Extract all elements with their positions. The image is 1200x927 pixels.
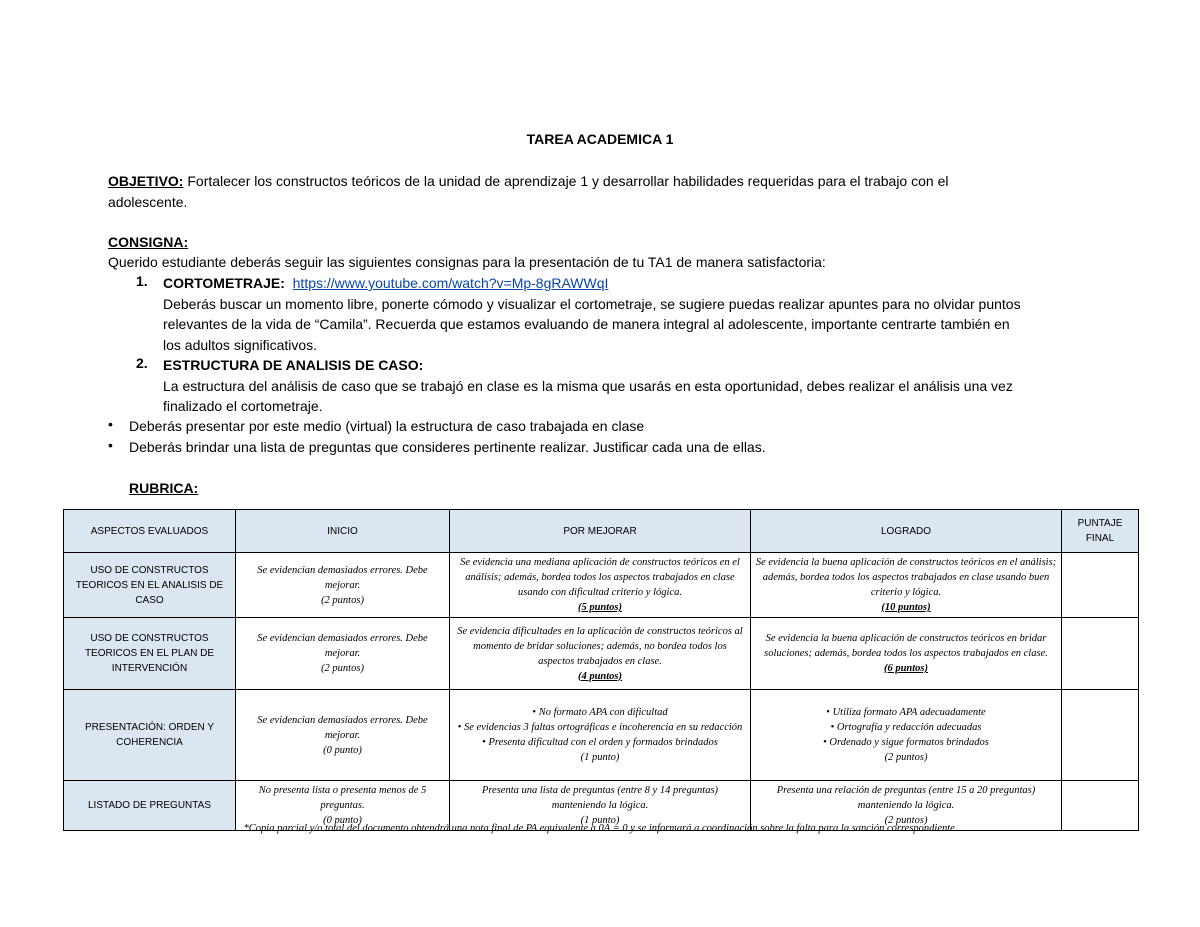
inicio-points: (0 punto) — [323, 815, 362, 826]
inicio-cell — [236, 690, 450, 781]
header-logrado: LOGRADO — [751, 510, 1062, 553]
inicio-text: Se evidencian demasiados errores. Debe mejorar. — [257, 714, 428, 741]
list-item: • Utiliza formato APA adecuadamente — [755, 705, 1057, 720]
logrado-points: (10 puntos) — [881, 602, 931, 613]
mejorar-points: (5 puntos) — [577, 602, 623, 613]
list-item: • Se evidencias 3 faltas ortográficas e incoherencia en su redacción — [454, 720, 746, 735]
consigna-bullet-2: Deberás brindar una lista de preguntas que consideres pertinente realizar. Justificar cada una de ellas. — [129, 439, 766, 455]
consigna-item-1 — [163, 273, 1103, 355]
consigna-intro: Querido estudiante deberás seguir las siguientes consignas para la presentación de tu TA1 de manera satisfactoria: — [108, 254, 826, 270]
mejorar-points: (1 punto) — [580, 752, 620, 763]
logrado-cell — [751, 618, 1062, 690]
consigna-bullet-1: Deberás presentar por este medio (virtual) la estructura de caso trabajada en clase — [129, 418, 645, 434]
table-row — [64, 690, 1139, 781]
header-por-mejorar: POR MEJORAR — [450, 510, 751, 553]
puntaje-cell[interactable] — [1062, 690, 1139, 781]
inicio-cell — [236, 553, 450, 618]
mejorar-points: (4 puntos) — [577, 670, 623, 682]
inicio-text: No presenta lista o presenta menos de 5 preguntas. — [258, 785, 427, 811]
aspect-cell: USO DE CONSTRUCTOS TEORICOS EN EL PLAN DE INTERVENCIÓN — [64, 618, 236, 690]
mejorar-list — [454, 705, 746, 750]
mejorar-text: Presenta una lista de preguntas (entre 8 y 14 preguntas) manteniendo la lógica. — [481, 785, 719, 811]
consigna-item-2-line1: La estructura del análisis de caso que se trabajó en clase es la misma que usarás en esta oportunidad, debes realizar el análisis una vez — [163, 377, 1013, 394]
header-aspectos: ASPECTOS EVALUADOS — [64, 510, 236, 553]
inicio-text: Se evidencian demasiados errores. Debe mejorar. — [257, 564, 428, 591]
aspect-cell: LISTADO DE PREGUNTAS — [64, 781, 236, 831]
consigna-item-1-line2: relevantes de la vida de “Camila”. Recuerda que estamos evaluando de manera integral al adolescente, importante centrarte también en — [163, 316, 1010, 332]
mejorar-cell — [450, 618, 751, 690]
logrado-points: (2 puntos) — [884, 752, 928, 763]
mejorar-text: Se evidencia una mediana aplicación de constructos teóricos en el análisis; además, bordea todos los aspectos trabajados en clase usando con dificultad criterio y lógica. — [460, 557, 740, 598]
objetivo-section — [108, 171, 1108, 212]
logrado-cell — [751, 690, 1062, 781]
rubrica-label: RUBRICA: — [129, 480, 199, 496]
logrado-list — [755, 705, 1057, 750]
logrado-text: Presenta una relación de preguntas (entre 15 a 20 preguntas) manteniendo la lógica. — [776, 785, 1036, 811]
rubric-table — [63, 509, 1139, 831]
inicio-points: (2 puntos) — [321, 663, 364, 674]
inicio-text: Se evidencian demasiados errores. Debe mejorar. — [257, 633, 428, 659]
rubric-header-row — [64, 510, 1139, 553]
bullet-icon: • — [108, 437, 113, 453]
logrado-points: (6 puntos) — [883, 663, 929, 674]
inicio-points: (2 puntos) — [321, 594, 364, 606]
consigna-item-1-heading: CORTOMETRAJE: — [163, 275, 285, 291]
table-row — [64, 618, 1139, 690]
mejorar-cell — [450, 553, 751, 618]
mejorar-points: (1 punto) — [580, 815, 620, 826]
consigna-item-1-line1: Deberás buscar un momento libre, ponerte cómodo y visualizar el cortometraje, se sugiere puedas realizar apuntes para no olvidar puntos — [163, 295, 1021, 312]
inicio-cell — [236, 618, 450, 690]
consigna-label: CONSIGNA: — [108, 234, 189, 250]
mejorar-cell — [450, 690, 751, 781]
aspect-cell: USO DE CONSTRUCTOS TEORICOS EN EL ANALISIS DE CASO — [64, 553, 236, 618]
puntaje-cell[interactable] — [1062, 618, 1139, 690]
inicio-points: (0 punto) — [323, 744, 362, 756]
header-inicio: INICIO — [236, 510, 450, 553]
logrado-points: (2 puntos) — [884, 815, 928, 826]
footnote: *Copia parcial y/o total del documento obtendrá una nota final de PA equivalente a 0A = 0 y se informará a coordinación sobre la falta para la sanción correspondiente. — [243, 823, 958, 834]
objetivo-label: OBJETIVO: — [108, 173, 184, 189]
list-item: • Ordenado y sigue formatos brindados — [755, 735, 1057, 750]
aspect-cell: PRESENTACIÓN: ORDEN Y COHERENCIA — [64, 690, 236, 781]
list-item: • Presenta dificultad con el orden y formados brindados — [454, 735, 746, 750]
logrado-cell — [751, 553, 1062, 618]
objetivo-text-line2: adolescente. — [108, 193, 188, 210]
puntaje-cell[interactable] — [1062, 553, 1139, 618]
objetivo-text-line1: Fortalecer los constructos teóricos de la unidad de aprendizaje 1 y desarrollar habilidades requeridas para el trabajo con el — [187, 173, 949, 189]
consigna-item-1-line3: los adultos significativos. — [163, 336, 318, 353]
cortometraje-link[interactable]: https://www.youtube.com/watch?v=Mp-8gRAWWqI — [292, 275, 609, 291]
header-puntaje-final: PUNTAJE FINAL — [1062, 510, 1139, 553]
mejorar-text: Se evidencia dificultades en la aplicación de constructos teóricos al momento de bridar soluciones; además, no bordea todos los aspectos trabajados en clase. — [457, 625, 743, 667]
consigna-item-2-heading: ESTRUCTURA DE ANALISIS DE CASO: — [163, 357, 424, 373]
logrado-text: Se evidencia la buena aplicación de constructos teóricos en el análisis; además, bordea todos los aspectos trabajados en clase usando buen criterio y lógica. — [755, 557, 1057, 598]
consigna-item-2-number: 2. — [136, 355, 148, 371]
document-title: TAREA ACADEMICA 1 — [526, 131, 674, 147]
consigna-item-2 — [163, 355, 1103, 417]
table-row — [64, 553, 1139, 618]
bullet-icon: • — [108, 416, 113, 432]
consigna-item-1-number: 1. — [136, 273, 148, 289]
list-item: • No formato APA con dificultad — [454, 705, 746, 720]
logrado-text: Se evidencia la buena aplicación de constructos teóricos en bridar soluciones; además, bordea todos los aspectos trabajados en clase. — [764, 633, 1048, 659]
consigna-item-2-line2: finalizado el cortometraje. — [163, 398, 323, 414]
list-item: • Ortografía y redacción adecuadas — [755, 720, 1057, 735]
